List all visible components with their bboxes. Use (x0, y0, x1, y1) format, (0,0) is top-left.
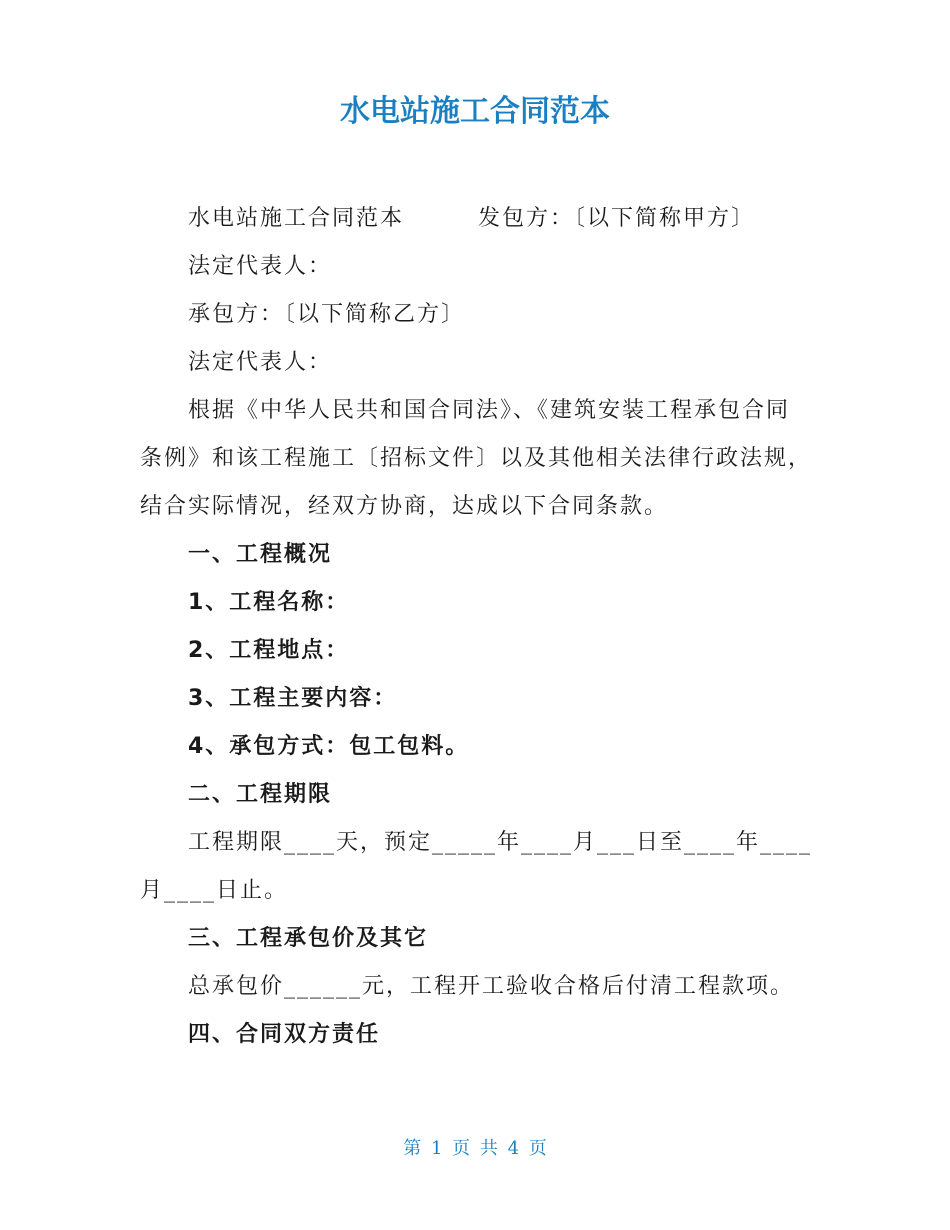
section-3-heading: 三、工程承包价及其它 (188, 926, 429, 951)
section-1-item-2: 2、工程地点： (188, 638, 350, 663)
section-2-heading: 二、工程期限 (188, 782, 333, 807)
legal-rep-b: 法定代表人： (188, 350, 333, 375)
document-body (140, 195, 812, 1059)
section-4-heading: 四、合同双方责任 (188, 1022, 381, 1047)
section-1-item-1: 1、工程名称： (188, 590, 350, 615)
party-b-line: 承包方：〔以下简称乙方〕 (188, 302, 466, 327)
section-1-item-3: 3、工程主要内容： (188, 686, 398, 711)
page-number-footer: 第 1 页 共 4 页 (403, 1138, 547, 1159)
section-2-text: 工程期限____天，预定_____年____月___日至____年____月____日止。 (140, 830, 813, 903)
legal-rep-a: 法定代表人： (188, 254, 333, 279)
section-3-text: 总承包价______元，工程开工验收合格后付清工程款项。 (188, 974, 795, 999)
document-title: 水电站施工合同范本 (340, 94, 610, 129)
party-a-line (140, 195, 812, 243)
contract-name-text: 水电站施工合同范本 (188, 206, 405, 231)
section-1-item-4: 4、承包方式：包工包料。 (188, 734, 470, 759)
preamble-paragraph: 根据《中华人民共和国合同法》、《建筑安装工程承包合同条例》和该工程施工〔招标文件〕以及其他相关法律行政法规，结合实际情况，经双方协商，达成以下合同条款。 (140, 398, 813, 519)
party-a-text: 发包方：〔以下简称甲方〕 (478, 206, 756, 231)
section-1-heading: 一、工程概况 (188, 542, 333, 567)
